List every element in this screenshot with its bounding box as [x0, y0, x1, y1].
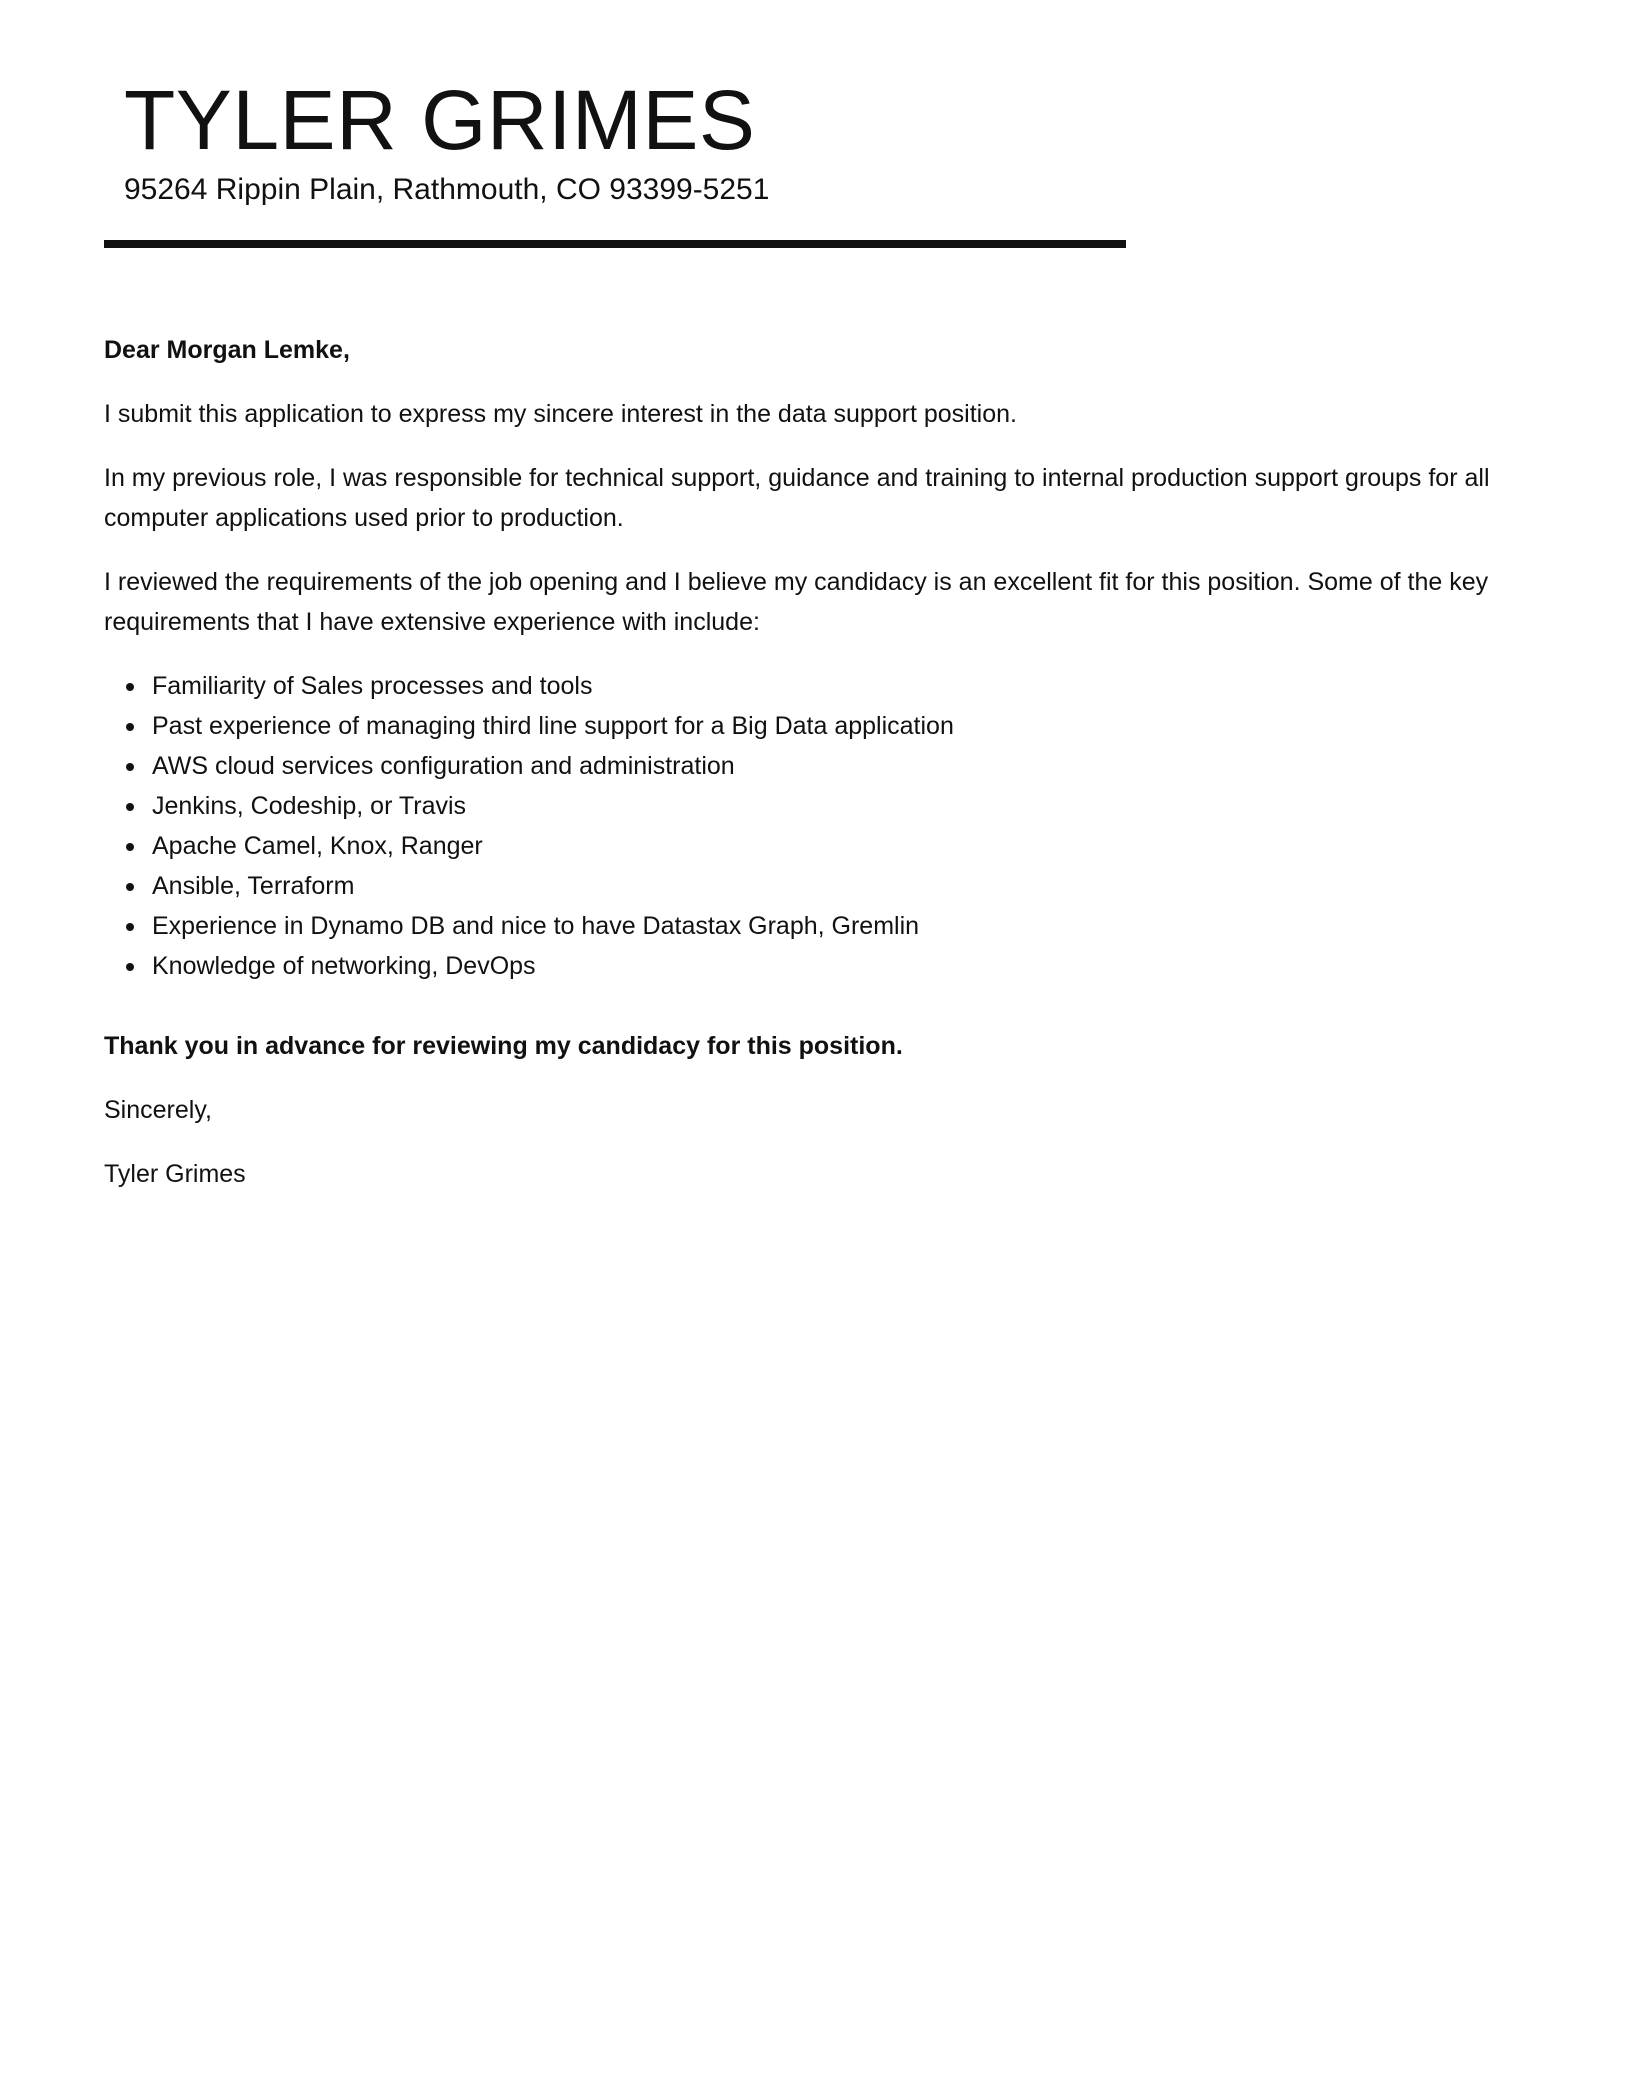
bullet-icon	[126, 803, 134, 811]
bullet-icon	[126, 683, 134, 691]
bullet-icon	[126, 843, 134, 851]
bullet-icon	[126, 963, 134, 971]
list-item-text: AWS cloud services configuration and administration	[152, 752, 735, 780]
list-item	[152, 946, 1534, 986]
applicant-name: TYLER GRIMES	[124, 73, 756, 167]
header-divider	[104, 240, 1126, 248]
list-item	[152, 906, 1534, 946]
list-item	[152, 786, 1534, 826]
list-item	[152, 666, 1534, 706]
paragraph-requirements: I reviewed the requirements of the job opening and I believe my candidacy is an excellent fit for this position. Some of the key requirements that I have extensive experience with include:	[104, 568, 1489, 636]
closing-thanks: Thank you in advance for reviewing my candidacy for this position.	[104, 1032, 903, 1060]
list-item-text: Experience in Dynamo DB and nice to have Datastax Graph, Gremlin	[152, 912, 920, 940]
list-item-text: Ansible, Terraform	[152, 872, 355, 900]
list-item	[152, 826, 1534, 866]
bullet-icon	[126, 763, 134, 771]
closing-salutation: Sincerely,	[104, 1096, 212, 1124]
letter-body	[104, 330, 1534, 1218]
list-item-text: Past experience of managing third line support for a Big Data application	[152, 712, 954, 740]
salutation: Dear Morgan Lemke,	[104, 336, 350, 364]
list-item-text: Apache Camel, Knox, Ranger	[152, 832, 483, 860]
letter-header	[124, 70, 1124, 210]
signature-name: Tyler Grimes	[104, 1160, 246, 1188]
applicant-address: 95264 Rippin Plain, Rathmouth, CO 93399-5251	[124, 173, 770, 206]
bullet-icon	[126, 883, 134, 891]
list-item	[152, 706, 1534, 746]
requirements-list	[104, 666, 1534, 986]
bullet-icon	[126, 923, 134, 931]
bullet-icon	[126, 723, 134, 731]
list-item	[152, 866, 1534, 906]
list-item-text: Jenkins, Codeship, or Travis	[152, 792, 467, 820]
paragraph-previous-role: In my previous role, I was responsible for technical support, guidance and training to internal production support groups for all computer applications used prior to production.	[104, 464, 1490, 532]
list-item	[152, 746, 1534, 786]
list-item-text: Knowledge of networking, DevOps	[152, 952, 536, 980]
list-item-text: Familiarity of Sales processes and tools	[152, 672, 593, 700]
paragraph-intro: I submit this application to express my sincere interest in the data support position.	[104, 400, 1017, 428]
